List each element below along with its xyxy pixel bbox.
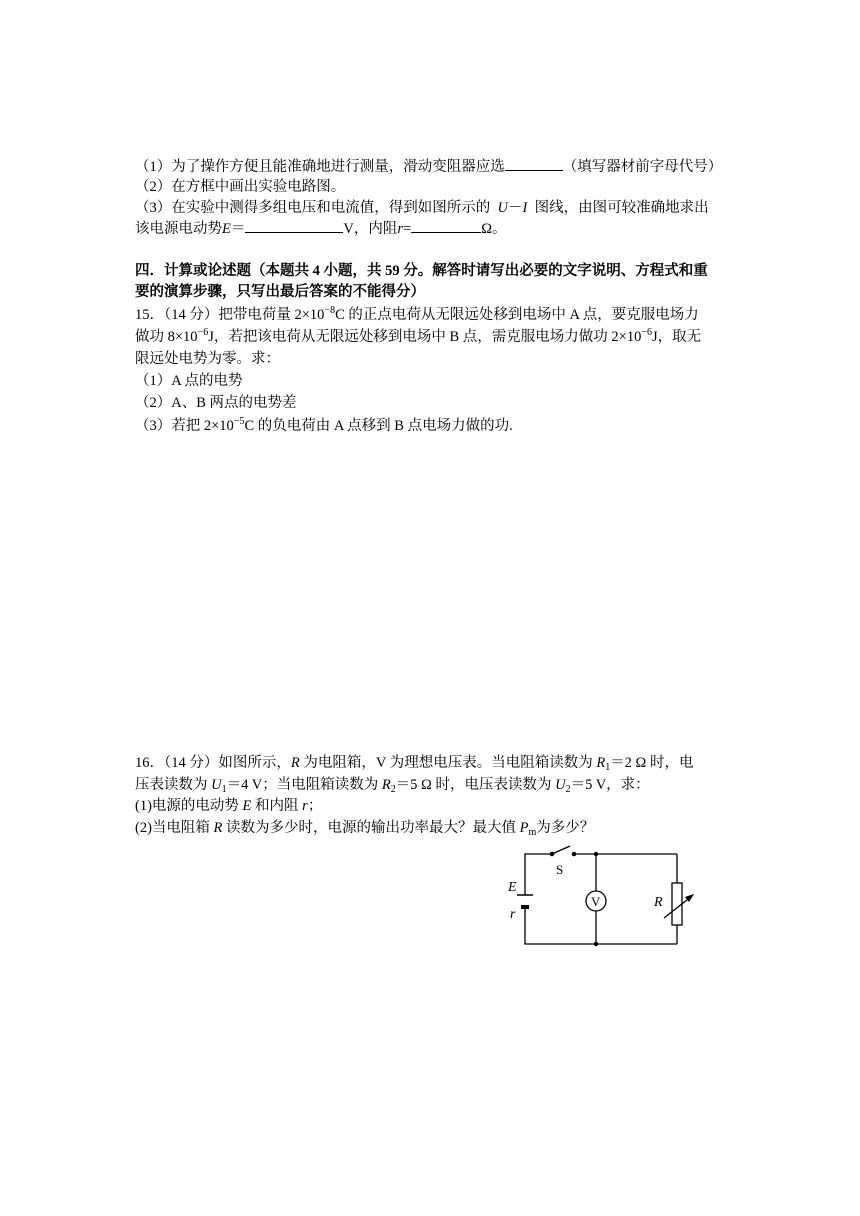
label-e: E [508,880,517,895]
switch-contact-left [550,852,553,855]
q16-line4: (2)当电阻箱 R 读数为多少时，电源的输出功率最大？最大值 $P_m$为多少？ [135,820,595,838]
junction-bottom [594,942,598,946]
symbol-r: r [397,221,403,237]
label-r: r [510,907,516,922]
q3-part1 [135,156,722,177]
circuit-diagram [500,840,710,960]
q3-part3-text2: 图线，由图可较准确地求出 [534,200,709,216]
section4-heading-line1: 四．计算或论述题（本题共 4 小题，共 59 分。解答时请写出必要的文字说明、方程式和重 [135,263,708,279]
switch-blade [552,846,570,854]
q16-line1: 16．（14 分）如图所示，R 为电阻箱，V 为理想电压表。当电阻箱读数为 $R_1=2$ Ω 时，电 [135,755,694,773]
label-v: V [591,894,601,909]
symbol-u: U [497,200,508,216]
q15-sub2: （2）A、B 两点的电势差 [135,395,297,411]
section4-heading-line2: 要的演算步骤，只写出最后答案的不能得分） [135,284,425,300]
q3-part3-line2: 该电源电动势E＝ V，内阻r= Ω。 [135,218,506,239]
q15-sub1: （1）A 点的电势 [135,373,243,389]
q3-part3-text: （3）在实验中测得多组电压和电流值，得到如图所示的 [135,200,491,216]
q15-line2: 做功 $8\times 10^{-6}J$，若把该电荷从无限远处移到电场中 B 点，需克服电场力做功 $2\times 10^{-6}J$，取无 [135,327,702,345]
q16-line3: (1)电源的电动势 E 和内阻 r； [135,798,323,814]
answer-blank [505,156,563,171]
symbol-e: E [222,221,231,237]
q16-line2: 压表读数为 $U_1=4$ V；当电阻箱读数为 $R_2=5$ Ω 时，电压表读数为 $U_2=5$ V，求： [135,777,650,795]
answer-blank-r [411,218,481,233]
symbol-i: I [522,200,528,216]
q3-part1-text: （1）为了操作方便且能准确地进行测量，滑动变阻器应选 [135,159,505,175]
q15-line3: 限远处电势为零。求： [135,351,280,367]
answer-blank-e [245,218,343,233]
q3-part1-note: （填写器材前字母代号） [562,159,723,175]
rheostat-body [672,883,682,925]
q15-sub3: （3）若把 $2\times 10^{-5}C$ 的负电荷由 A 点移到 B 点电场力做的功. [135,416,513,434]
wire-top-left [525,854,552,895]
q15-line1: 15．（14 分）把带电荷量 $2\times 10^{-8}C$ 的正点电荷从无限远处移到电场中 A 点，要克服电场力 [135,305,699,323]
q3-part3-line1: （3）在实验中测得多组电压和电流值，得到如图所示的 U－I 图线，由图可较准确地求出 [135,200,709,216]
wire-bottom [525,907,677,944]
label-rheostat: R [654,895,663,910]
junction-top [594,852,598,856]
q3-part2: （2）在方框中画出实验电路图。 [135,179,346,195]
label-s: S [556,862,564,877]
